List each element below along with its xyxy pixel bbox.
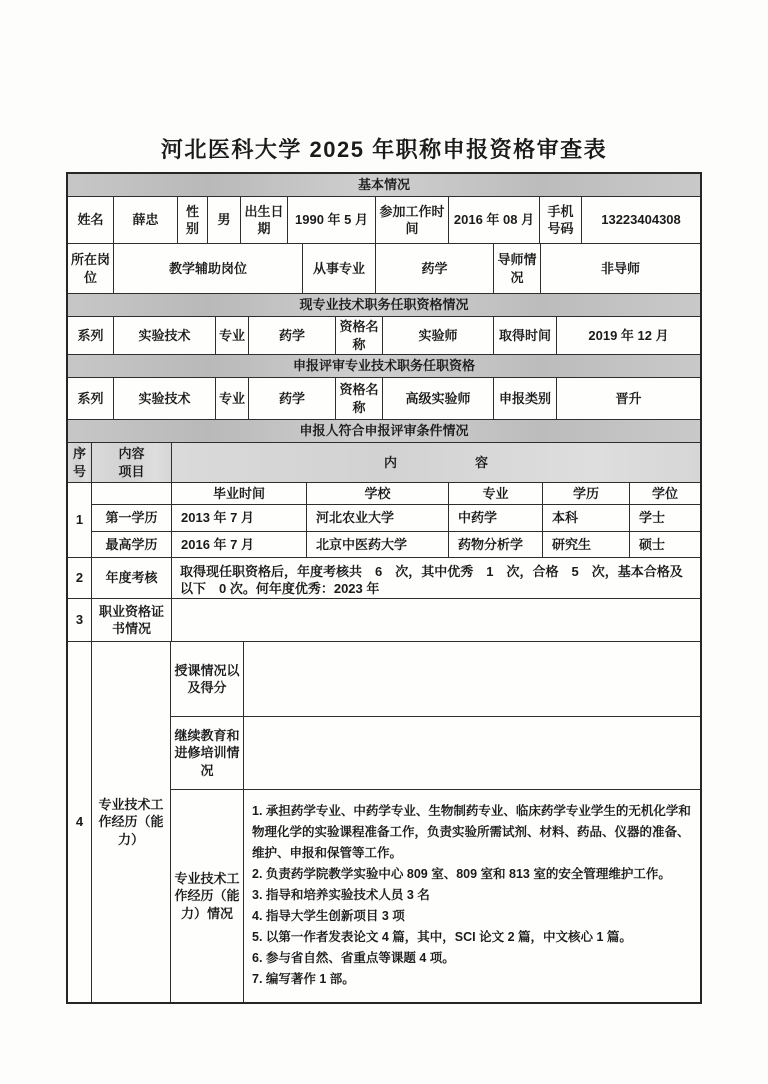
edu-col-degree: 学历 — [543, 483, 630, 505]
basic-row-2 — [68, 244, 700, 294]
name-value: 薛忠 — [114, 197, 178, 244]
experience-label: 专业技术工作经历（能力）情况 — [171, 790, 244, 1002]
conditions-section-header: 申报人符合申报评审条件情况 — [68, 420, 700, 443]
edu-col-time: 毕业时间 — [172, 483, 307, 505]
apply-type-label: 申报类别 — [494, 378, 557, 420]
current-major-value: 药学 — [249, 317, 336, 355]
current-section-header: 现专业技术职务任职资格情况 — [68, 294, 700, 317]
profession-label: 从事专业 — [303, 244, 376, 294]
apply-section-row — [68, 355, 700, 378]
current-title-row — [68, 317, 700, 355]
experience-content — [244, 790, 700, 1002]
certificate-label: 职业资格证书情况 — [92, 599, 172, 642]
first-degree-school: 河北农业大学 — [307, 505, 449, 532]
teaching-subrow — [171, 642, 700, 717]
education-empty-cell — [92, 483, 172, 505]
work-label: 专业技术工作经历（能力） — [92, 642, 171, 1002]
post-label: 所在岗位 — [68, 244, 114, 294]
current-series-value: 实验技术 — [114, 317, 216, 355]
basic-section-row — [68, 174, 700, 197]
current-series-label: 系列 — [68, 317, 114, 355]
highest-degree-time: 2016 年 7 月 — [172, 532, 307, 558]
form-title: 河北医科大学 2025 年职称申报资格审查表 — [160, 137, 608, 162]
edu-col-school: 学校 — [307, 483, 449, 505]
profession-value: 药学 — [376, 244, 494, 294]
work-index: 4 — [68, 642, 92, 1002]
first-degree-label: 第一学历 — [92, 505, 172, 532]
experience-item-6: 6. 参与省自然、省重点等课题 4 项。 — [252, 951, 455, 965]
gender-label: 性别 — [178, 197, 208, 244]
experience-item-4: 4. 指导大学生创新项目 3 项 — [252, 909, 405, 923]
apply-title-row — [68, 378, 700, 420]
education-row — [68, 483, 700, 558]
conditions-section-row — [68, 420, 700, 443]
apply-qual-label: 资格名称 — [336, 378, 383, 420]
join-work-value: 2016 年 08 月 — [449, 197, 540, 244]
col-item-header-text: 内容项目 — [118, 446, 145, 479]
apply-series-label: 系列 — [68, 378, 114, 420]
apply-major-label: 专业 — [216, 378, 249, 420]
experience-subrow — [171, 790, 700, 1002]
apply-qual-value: 高级实验师 — [383, 378, 494, 420]
highest-degree-title: 硕士 — [630, 532, 700, 558]
conditions-header-row — [68, 443, 700, 483]
post-value: 教学辅助岗位 — [114, 244, 303, 294]
edu-col-major: 专业 — [449, 483, 543, 505]
current-time-value: 2019 年 12 月 — [557, 317, 700, 355]
basic-row-1 — [68, 197, 700, 244]
current-qual-value: 实验师 — [383, 317, 494, 355]
teaching-label: 授课情况以及得分 — [171, 642, 244, 717]
review-form-table — [66, 172, 702, 1004]
training-subrow — [171, 717, 700, 790]
certificate-index: 3 — [68, 599, 92, 642]
name-label: 姓名 — [68, 197, 114, 244]
teaching-content — [244, 642, 700, 717]
first-degree-major: 中药学 — [449, 505, 543, 532]
col-item-header — [92, 443, 172, 483]
first-degree-degree: 本科 — [543, 505, 630, 532]
gender-value: 男 — [208, 197, 241, 244]
basic-section-header: 基本情况 — [68, 174, 700, 197]
edu-col-title: 学位 — [630, 483, 700, 505]
experience-item-7: 7. 编写著作 1 部。 — [252, 972, 355, 986]
experience-item-1: 1. 承担药学专业、中药学专业、生物制药专业、临床药学专业学生的无机化学和物理化学的实验课程准备工作，负责实验所需试剂、材料、药品、仪器的准备、维护、申报和保管等工作。 — [252, 804, 691, 860]
annual-content: 取得现任职资格后，年度考核共 6 次，其中优秀 1 次，合格 5 次，基本合格及以下 0 次。何年度优秀：2023 年 — [172, 558, 700, 599]
birth-label: 出生日期 — [241, 197, 288, 244]
current-section-row — [68, 294, 700, 317]
highest-degree-school: 北京中医药大学 — [307, 532, 449, 558]
certificate-row — [68, 599, 700, 642]
apply-major-value: 药学 — [249, 378, 336, 420]
apply-section-header: 申报评审专业技术职务任职资格 — [68, 355, 700, 378]
birth-value: 1990 年 5 月 — [288, 197, 376, 244]
highest-degree-label: 最高学历 — [92, 532, 172, 558]
experience-item-2: 2. 负责药学院教学实验中心 809 室、809 室和 813 室的安全管理维护工作。 — [252, 867, 671, 881]
col-content-header: 内 容 — [172, 443, 700, 483]
experience-item-5: 5. 以第一作者发表论文 4 篇，其中，SCI 论文 2 篇，中文核心 1 篇。 — [252, 930, 632, 944]
training-content — [244, 717, 700, 790]
col-index-header: 序号 — [68, 443, 92, 483]
tutor-value: 非导师 — [541, 244, 700, 294]
first-degree-time: 2013 年 7 月 — [172, 505, 307, 532]
certificate-content — [172, 599, 700, 642]
training-label: 继续教育和进修培训情况 — [171, 717, 244, 790]
apply-series-value: 实验技术 — [114, 378, 216, 420]
work-experience-row — [68, 642, 700, 1002]
first-degree-row — [92, 505, 700, 532]
phone-value: 13223404308 — [582, 197, 700, 244]
annual-index: 2 — [68, 558, 92, 599]
current-major-label: 专业 — [216, 317, 249, 355]
annual-label: 年度考核 — [92, 558, 172, 599]
current-qual-label: 资格名称 — [336, 317, 383, 355]
current-time-label: 取得时间 — [494, 317, 557, 355]
tutor-label: 导师情况 — [494, 244, 541, 294]
education-index: 1 — [68, 483, 92, 558]
highest-degree-row — [92, 532, 700, 558]
annual-assessment-row — [68, 558, 700, 599]
education-header-row — [92, 483, 700, 505]
highest-degree-degree: 研究生 — [543, 532, 630, 558]
apply-type-value: 晋升 — [557, 378, 700, 420]
first-degree-title: 学士 — [630, 505, 700, 532]
highest-degree-major: 药物分析学 — [449, 532, 543, 558]
phone-label: 手机号码 — [540, 197, 582, 244]
join-work-label: 参加工作时间 — [376, 197, 449, 244]
experience-item-3: 3. 指导和培养实验技术人员 3 名 — [252, 888, 430, 902]
